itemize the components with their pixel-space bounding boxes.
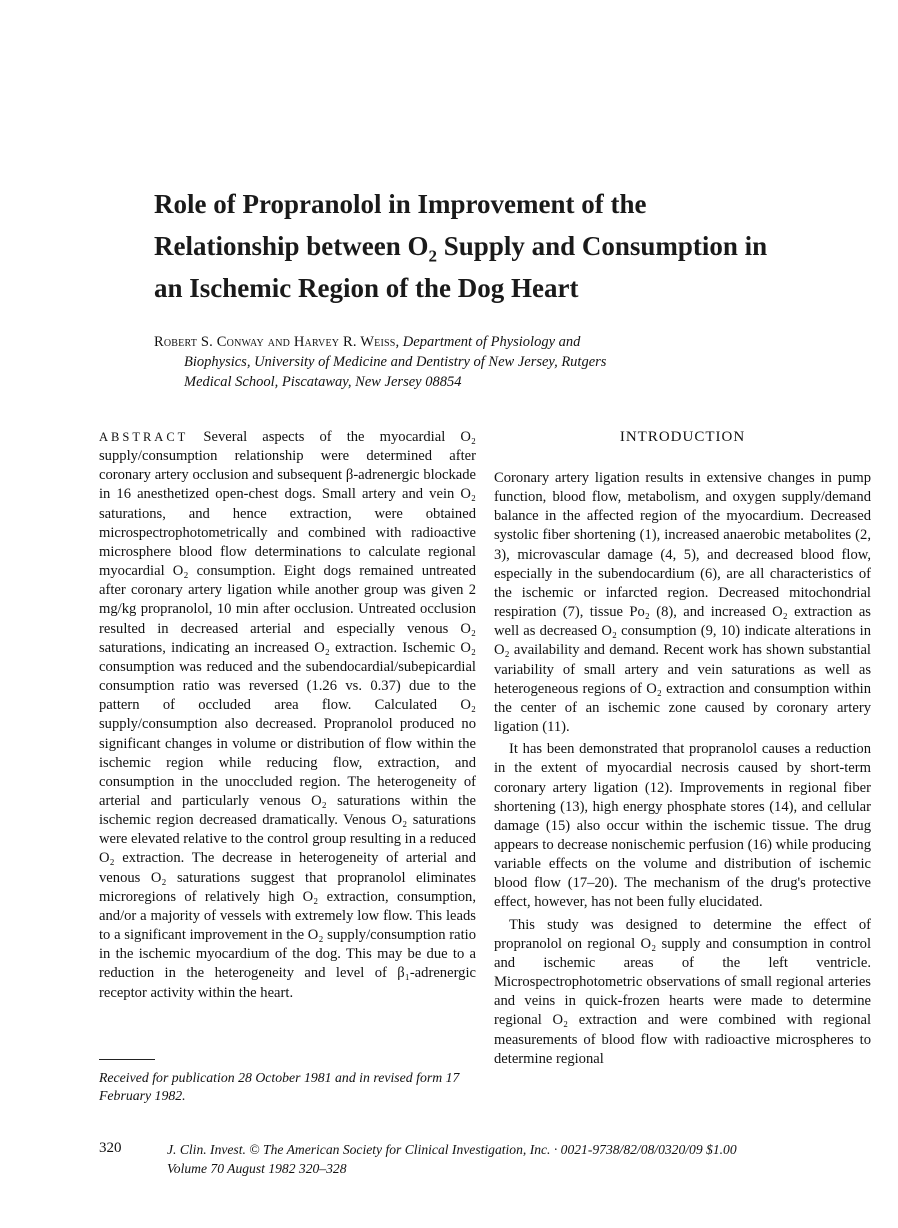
introduction-heading: INTRODUCTION [619,429,746,445]
affiliation-line-2: Biophysics, University of Medicine and Dentistry of New Jersey, Rutgers [184,354,607,370]
introduction-paragraph-3: This study was designed to determine the effect of propranolol on regional O₂ supply and consumption in control and ischemic areas of the left ventricle. Microspectrophotometric observations of small regional arteries and veins in quick-frozen hearts were made to determine regional O₂ extraction and were combined with regional measurements of blood flow with radioactive microspheres to determine regional [494,916,871,1067]
left-column [99,428,476,1003]
received-footnote: Received for publication 28 October 1981 and in revised form 17 February 1982. [99,1070,460,1103]
page-number: 320 [99,1140,122,1156]
title-line-1: Role of Propranolol in Improvement of the [154,189,647,219]
footnote-divider [99,1059,155,1060]
journal-citation-line-2: Volume 70 August 1982 320–328 [167,1161,347,1176]
article-title [154,183,854,309]
author-name-2: Harvey R. Weiss [293,334,396,350]
title-line-2-a: Relationship between O [154,231,429,261]
title-line-3: an Ischemic Region of the Dog Heart [154,273,579,303]
right-column [494,428,871,1069]
affiliation-line-3: Medical School, Piscataway, New Jersey 08854 [184,374,462,390]
abstract-label: ABSTRACT [99,430,189,444]
affiliation-line-1: , Department of Physiology and [395,334,581,350]
author-block [154,332,794,392]
title-line-2 [154,225,854,267]
journal-citation-line-1: J. Clin. Invest. © The American Society for Clinical Investigation, Inc. · 0021-9738/82/08/0320/09 $1.00 [167,1142,737,1157]
title-line-2-b: Supply and Consumption in [437,231,768,261]
abstract [99,428,476,1003]
journal-citation [167,1140,867,1178]
introduction-paragraph-1: Coronary artery ligation results in extensive changes in pump function, blood flow, metabolism, and oxygen supply/demand balance in the affected region of the myocardium. Decreased systolic fiber shortening (1), increased anaerobic metabolites (2, 3), microvascular damage (4, 5), and decreased blood flow, especially in the subendocardium (6), are all characteristics of the ischemic or infarcted region. Decreased mitochondrial respiration (7), tissue Po₂ (8), and increased O₂ extraction as well as decreased O₂ consumption (9, 10) indicate alterations in O₂ availability and demand. Recent work has shown substantial variability of small artery and vein saturations as well as heterogeneous regions of O₂ extraction and consumption within the center of an ischemic zone caused by coronary artery ligation (11). [494,470,871,736]
introduction-paragraph-2: It has been demonstrated that propranolol causes a reduction in the extent of myocardial necrosis caused by short-term coronary artery ligation (12). Improvements in regional fiber shortening (13), high energy phosphate stores (14), and cellular damage (15) also occur within the ischemic tissue. The drug appears to decrease nonischemic perfusion (16) while producing variable effects on the volume and distribution of ischemic blood flow (17–20). The mechanism of the drug's protective effect, however, has not been fully elucidated. [494,741,871,911]
abstract-text: Several aspects of the myocardial O₂ supply/consumption relationship were determined after coronary artery occlusion and subsequent β-adrenergic blockade in 16 anesthetized open-chest dogs. Small artery and vein O₂ saturations, and hence extraction, were obtained microspectrophotometrically and combined with radioactive microsphere blood flow determinations to calculate regional myocardial O₂ consumption. Eight dogs remained untreated after coronary artery ligation while another group was given 2 mg/kg propranolol, 10 min after occlusion. Untreated occlusion resulted in decreased arterial and especially venous O₂ saturations, indicating an increased O₂ extraction. Ischemic O₂ consumption was reduced and the subendocardial/subepicardial consumption ratio was reversed (1.26 vs. 0.37) due to the pattern of occluded area flow. Calculated O₂ supply/consumption also decreased. Propranolol produced no significant changes in volume or distribution of flow within the ischemic region while reducing flow, extraction, and consumption in the unoccluded region. The heterogeneity of arterial and particularly venous O₂ saturations within the ischemic region decreased dramatically. Venous O₂ saturations were elevated relative to the control group resulting in a reduced O₂ extraction. The decrease in heterogeneity of arterial and venous O₂ saturations suggest that propranolol eliminates microregions of relatively high O₂ extraction, consumption, and/or a majority of vessels with extremely low flow. This leads to a significant improvement in the O₂ supply/consumption ratio in the ischemic myocardium of the dog. This may be due to a reduction in the heterogeneity and level of β₁-adrenergic receptor activity within the heart. [99,429,476,1001]
title-subscript: 2 [428,246,438,266]
author-line-1 [154,332,794,352]
author-name-1: Robert S. Conway [154,334,264,350]
author-conjunction: and [263,334,294,350]
